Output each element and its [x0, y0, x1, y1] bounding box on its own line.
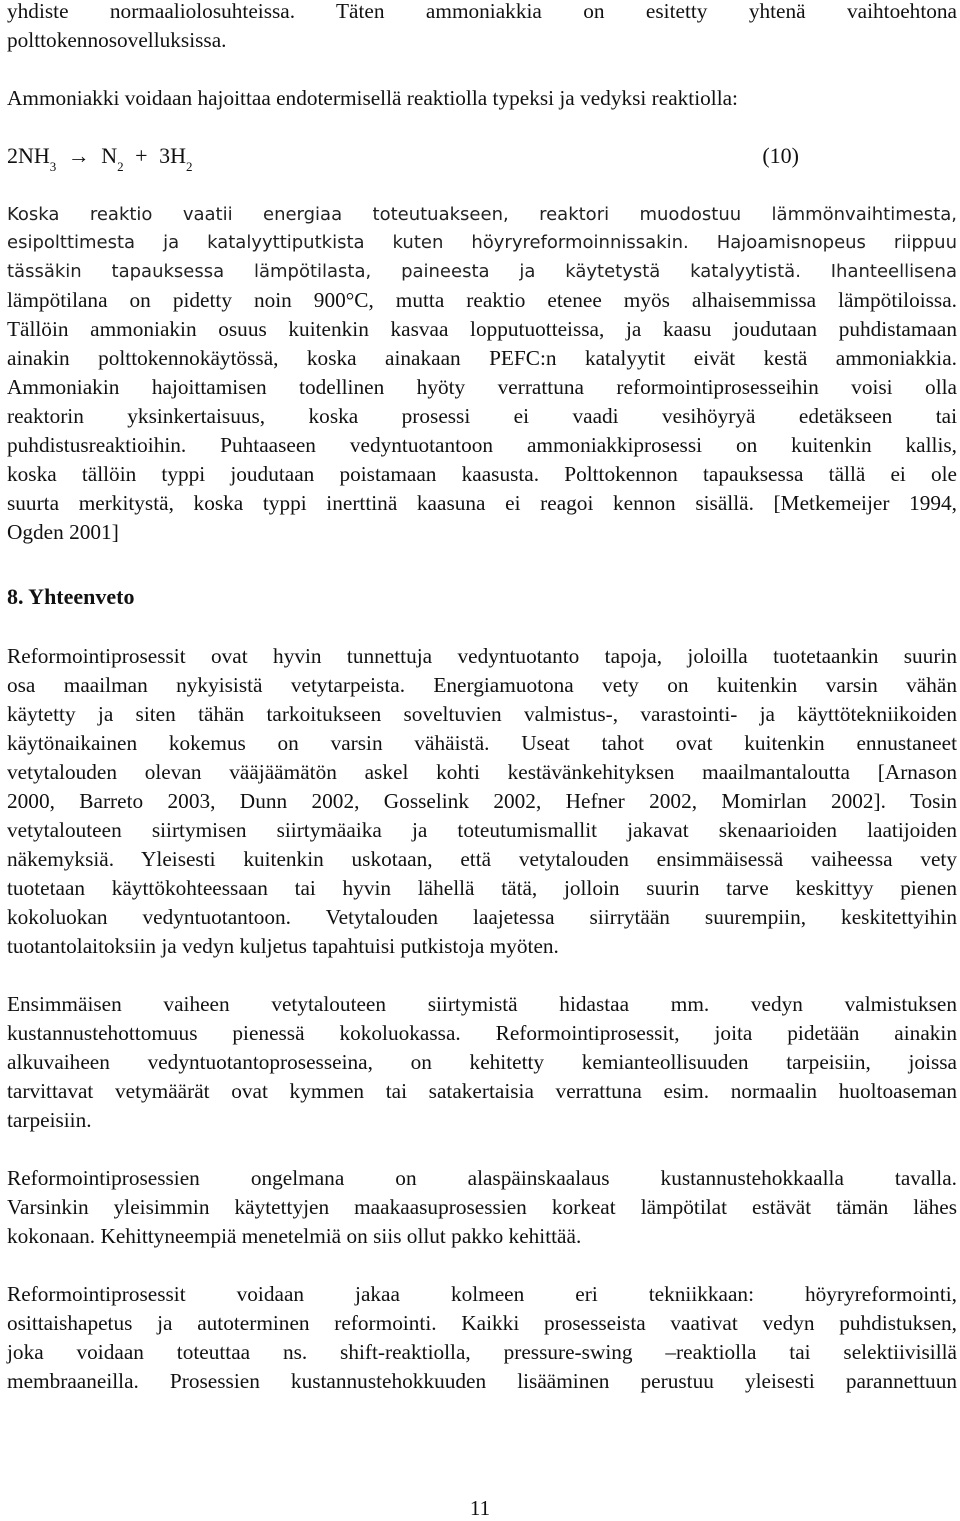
text-line: Ammoniakki voidaan hajoittaa endotermisellä reaktiolla typeksi ja vedyksi reaktiolla: — [7, 86, 738, 110]
text-line: tarvittavat vetymäärät ovat kymmen tai satakertaisia verrattuna esim. normaalin huoltoaseman — [7, 1079, 957, 1103]
text-line: puhdistusreaktioihin. Puhtaaseen vedyntuotantoon ammoniakkiprosessi on kuitenkin kallis, — [7, 433, 957, 457]
equation-lhs: $2NH_3$ — [7, 143, 57, 175]
text-line: Ogden 2001] — [7, 520, 119, 544]
equation-plus: + — [135, 143, 148, 168]
equation-n2: $N_2$ — [101, 143, 124, 175]
equation-h2: $3H_2$ — [159, 143, 193, 175]
text-line: kokoluokan vedyntuotantoon. Vetytalouden laajetessa siirrytään suurempiin, keskitettyihin — [7, 905, 957, 929]
text-line: tuotetaan käyttökohteessaan tai hyvin lähellä tätä, jolloin suurin tarve keskittyy pienen — [7, 876, 957, 900]
text-line: alkuvaiheen vedyntuotantoprosesseina, on kehitetty kemianteollisuuden tarpeisiin, joissa — [7, 1050, 957, 1074]
text-line: joka voidaan toteuttaa ns. shift-reaktiolla, pressure-swing –reaktiolla tai selektiivisillä — [7, 1340, 957, 1364]
text-line: näkemyksiä. Yleisesti kuitenkin uskotaan, että vetytalouden ensimmäisessä vaiheessa vety — [7, 847, 957, 871]
text-line: esipolttimesta ja katalyyttiputkista kuten höyryreformoinnissakin. Hajoamisnopeus riippuu — [7, 232, 957, 253]
page-number: 11 — [469, 1496, 491, 1520]
text-line: tarpeisiin. — [7, 1108, 92, 1132]
text-line: kustannustehottomuus pienessä kokoluokassa. Reformointiprosessit, joita pidetään ainakin — [7, 1021, 957, 1045]
text-line: käytönaikainen kokemus on varsin vähäistä. Useat tahot ovat kuitenkin ennustaneet — [7, 731, 957, 755]
text-line: membraaneilla. Prosessien kustannustehokkuuden lisääminen perustuu yleisesti parannettuun — [7, 1369, 957, 1393]
text-line: Ammoniakin hajoittamisen todellinen hyöty verrattuna reformointiprosesseihin voisi olla — [7, 375, 957, 399]
text-line: 2000, Barreto 2003, Dunn 2002, Gosselink 2002, Hefner 2002, Momirlan 2002]. Tosin — [7, 789, 957, 813]
text-line: Tällöin ammoniakin osuus kuitenkin kasvaa lopputuotteissa, ja kaasu joudutaan puhdistamaan — [7, 317, 957, 341]
text-line: vetytalouden olevan vääjäämätön askel kohti kestävänkehityksen maailmantaloutta [Arnason — [7, 760, 957, 784]
text-line: Reformointiprosessit voidaan jakaa kolmeen eri tekniikkaan: höyryreformointi, — [7, 1282, 957, 1306]
equation-number: (10) — [762, 143, 799, 168]
text-line: osa maailman nykyisistä vetytarpeista. Energiamuotona vety on kuitenkin varsin vähän — [7, 673, 957, 697]
text-line: Varsinkin yleisimmin käytettyjen maakaasuprosessien korkeat lämpötilat estävät tämän lähes — [7, 1195, 957, 1219]
arrow-icon: → — [67, 143, 90, 168]
text-line: osittaishapetus ja autoterminen reformointi. Kaikki prosesseista vaativat vedyn puhdistuksen, — [7, 1311, 957, 1335]
text-line: reaktorin yksinkertaisuus, koska prosessi ei vaadi vesihöyryä edetäkseen tai — [7, 404, 957, 428]
text-line: vetytalouteen siirtymisen siirtymäaika ja toteutumismallit jakavat skenaarioiden laatijoiden — [7, 818, 957, 842]
text-line: käytetty ja siten tähän tarkoitukseen soveltuvien valmistus-, varastointi- ja käyttötekniikoiden — [7, 702, 957, 726]
text-line: koska tällöin typpi joudutaan poistamaan kaasusta. Polttokennon tapauksessa tällä ei ole — [7, 462, 957, 486]
text-line: suurta merkitystä, koska typpi inerttinä kaasuna ei reagoi kennon sisällä. [Metkemeijer 1994, — [7, 491, 957, 515]
text-line: Reformointiprosessit ovat hyvin tunnettuja vedyntuotanto tapoja, joloilla tuotetaankin suurin — [7, 644, 957, 668]
text-line: ainakin polttokennokäytössä, koska ainakaan PEFC:n katalyytit eivät kestä ammoniakkia. — [7, 346, 957, 370]
text-line: Koska reaktio vaatii energiaa toteutuakseen, reaktori muodostuu lämmönvaihtimesta, — [7, 204, 957, 225]
text-line: kokonaan. Kehittyneempiä menetelmiä on siis ollut pakko kehittää. — [7, 1224, 582, 1248]
text-line: Reformointiprosessien ongelmana on alaspäinskaalaus kustannustehokkaalla tavalla. — [7, 1166, 957, 1190]
section-heading: 8. Yhteenveto — [7, 584, 135, 609]
text-line: yhdiste normaaliolosuhteissa. Täten ammoniakkia on esitetty yhtenä vaihtoehtona — [7, 0, 957, 23]
text-line: lämpötilana on pidetty noin 900°C, mutta reaktio etenee myös alhaisemmissa lämpötiloissa. — [7, 288, 957, 312]
text-line: Ensimmäisen vaiheen vetytalouteen siirtymistä hidastaa mm. vedyn valmistuksen — [7, 992, 957, 1016]
equation-10 — [7, 143, 957, 177]
text-line: polttokennosovelluksissa. — [7, 28, 227, 52]
text-line: tässäkin tapauksessa lämpötilasta, paineesta ja käytetystä katalyytistä. Ihanteellisena — [7, 261, 957, 282]
text-line: tuotantolaitoksiin ja vedyn kuljetus tapahtuisi putkistoja myöten. — [7, 934, 559, 958]
